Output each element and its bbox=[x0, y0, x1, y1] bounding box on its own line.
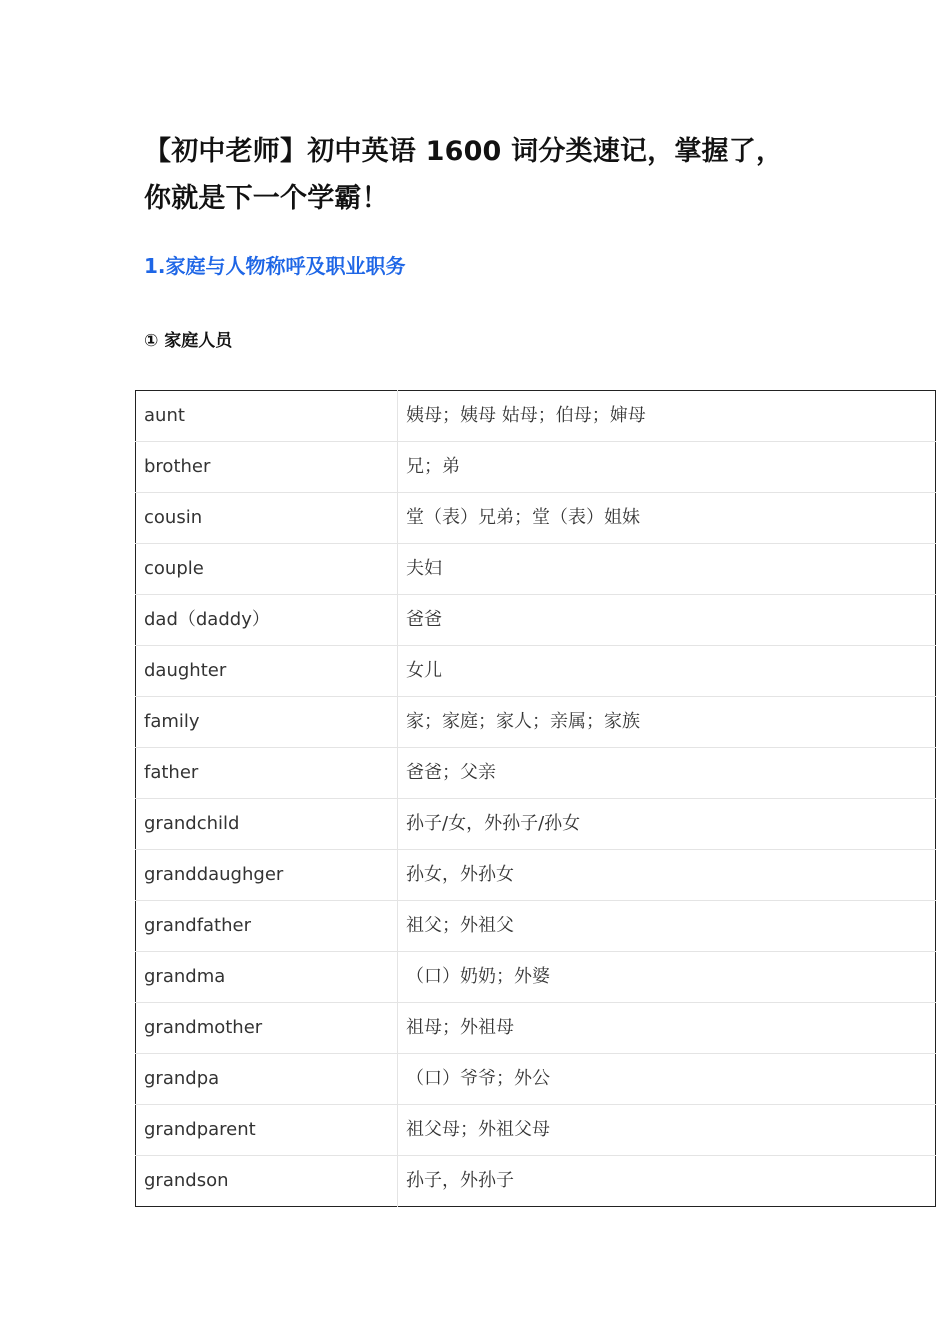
vocab-meaning-cell: 爸爸 bbox=[398, 595, 936, 646]
vocab-word-cell: daughter bbox=[136, 646, 398, 697]
vocab-meaning-cell: 祖母；外祖母 bbox=[398, 1003, 936, 1054]
vocabulary-table bbox=[135, 390, 936, 1207]
table-row bbox=[136, 850, 936, 901]
vocabulary-table-body bbox=[136, 391, 936, 1207]
table-row bbox=[136, 493, 936, 544]
vocab-word-cell: grandfather bbox=[136, 901, 398, 952]
vocab-word-cell: grandchild bbox=[136, 799, 398, 850]
vocab-word-cell: brother bbox=[136, 442, 398, 493]
vocab-meaning-cell: 家；家庭；家人；亲属；家族 bbox=[398, 697, 936, 748]
vocab-meaning-cell: （口）奶奶；外婆 bbox=[398, 952, 936, 1003]
vocab-word-cell: cousin bbox=[136, 493, 398, 544]
table-row bbox=[136, 544, 936, 595]
vocab-word-cell: father bbox=[136, 748, 398, 799]
vocab-word-cell: grandpa bbox=[136, 1054, 398, 1105]
vocab-word-cell: grandmother bbox=[136, 1003, 398, 1054]
vocab-word-cell: family bbox=[136, 697, 398, 748]
vocab-word-cell: granddaughger bbox=[136, 850, 398, 901]
table-row bbox=[136, 697, 936, 748]
table-row bbox=[136, 391, 936, 442]
vocab-meaning-cell: 孙女，外孙女 bbox=[398, 850, 936, 901]
vocab-meaning-cell: 女儿 bbox=[398, 646, 936, 697]
vocab-word-cell: aunt bbox=[136, 391, 398, 442]
subsection-heading: ① 家庭人员 bbox=[144, 331, 233, 351]
table-row bbox=[136, 595, 936, 646]
table-row bbox=[136, 748, 936, 799]
table-row bbox=[136, 1105, 936, 1156]
table-row bbox=[136, 646, 936, 697]
vocab-word-cell: grandson bbox=[136, 1156, 398, 1207]
page-title-line-2: 你就是下一个学霸！ bbox=[144, 183, 389, 214]
vocab-meaning-cell: 兄；弟 bbox=[398, 442, 936, 493]
vocab-meaning-cell: 爸爸；父亲 bbox=[398, 748, 936, 799]
vocab-word-cell: dad（daddy） bbox=[136, 595, 398, 646]
table-row bbox=[136, 799, 936, 850]
vocab-meaning-cell: 夫妇 bbox=[398, 544, 936, 595]
vocab-word-cell: grandparent bbox=[136, 1105, 398, 1156]
vocab-word-cell: grandma bbox=[136, 952, 398, 1003]
vocab-meaning-cell: 孙子，外孙子 bbox=[406, 1170, 514, 1191]
table-row bbox=[136, 1054, 936, 1105]
vocab-meaning-cell: （口）爷爷；外公 bbox=[398, 1054, 936, 1105]
table-row bbox=[136, 442, 936, 493]
page-title bbox=[144, 128, 834, 222]
vocab-meaning-cell: 堂（表）兄弟；堂（表）姐妹 bbox=[398, 493, 936, 544]
vocab-meaning-cell: 祖父母；外祖父母 bbox=[398, 1105, 936, 1156]
vocab-meaning-cell: 祖父；外祖父 bbox=[398, 901, 936, 952]
vocab-meaning-cell: 孙子/女，外孙子/孙女 bbox=[398, 799, 936, 850]
table-row bbox=[136, 952, 936, 1003]
page-title-line-1: 【初中老师】初中英语 1600 词分类速记，掌握了， bbox=[144, 136, 784, 167]
vocab-meaning-cell: 姨母；姨母 姑母；伯母；婶母 bbox=[398, 391, 936, 442]
vocab-word-cell: couple bbox=[136, 544, 398, 595]
table-row bbox=[136, 901, 936, 952]
table-row bbox=[136, 1156, 936, 1207]
section-heading: 1.家庭与人物称呼及职业职务 bbox=[144, 254, 406, 278]
table-row bbox=[136, 1003, 936, 1054]
